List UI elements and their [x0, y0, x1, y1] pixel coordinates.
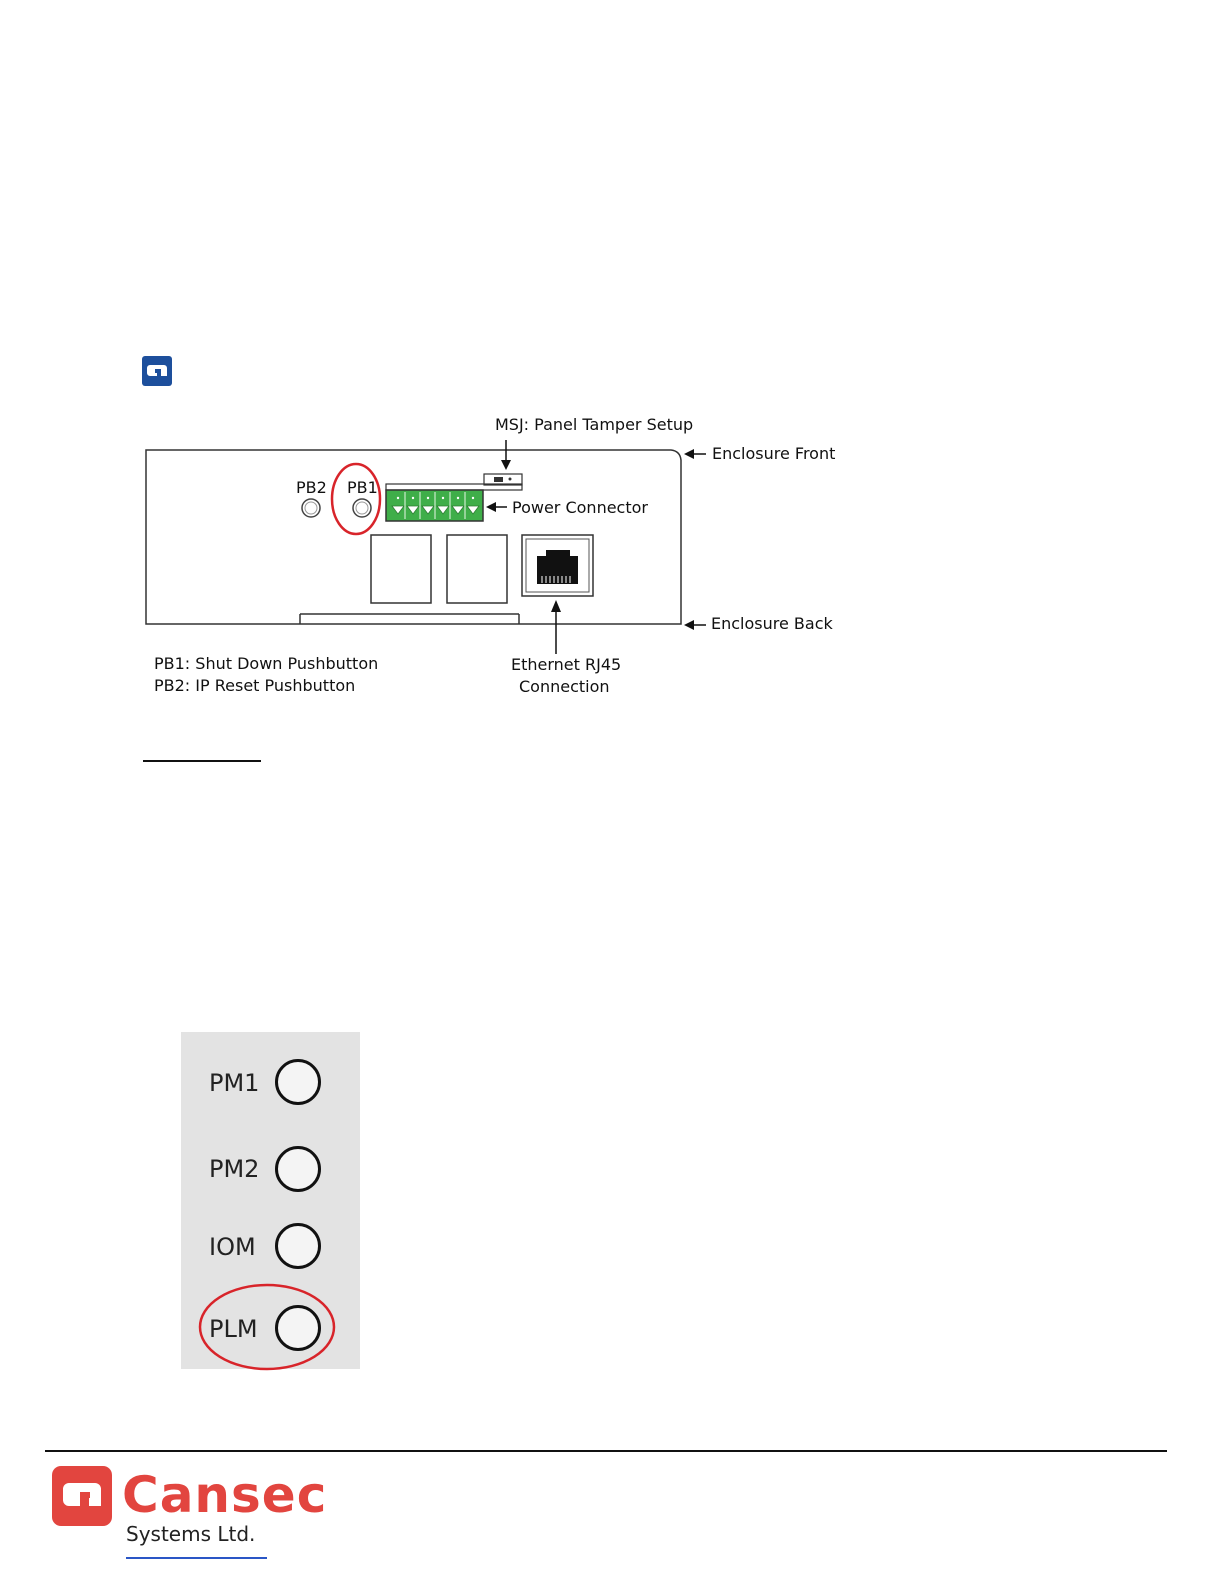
pb1-label: PB1 [347, 478, 378, 497]
brand-subtitle: Systems Ltd. [126, 1522, 256, 1546]
brand-name: Cansec [122, 1466, 328, 1524]
msj-label: MSJ: Panel Tamper Setup [495, 415, 694, 434]
pb1-highlight-circle [332, 464, 380, 534]
enclosure-diagram [0, 0, 1224, 760]
brand-link-underline[interactable] [126, 1557, 267, 1559]
power-connector-label: Power Connector [512, 498, 648, 517]
legend-pb2: PB2: IP Reset Pushbutton [154, 676, 356, 695]
enclosure-front-label: Enclosure Front [712, 444, 836, 463]
cansec-logo-icon [52, 1466, 112, 1526]
led-label-iom: IOM [209, 1233, 256, 1261]
pb2-label: PB2 [296, 478, 327, 497]
port-slot-2 [447, 535, 507, 603]
port-slot-1 [371, 535, 431, 603]
legend-pb1: PB1: Shut Down Pushbutton [154, 654, 379, 673]
led-label-plm: PLM [209, 1315, 258, 1343]
ethernet-label-line1: Ethernet RJ45 [511, 655, 622, 674]
enclosure-back-label: Enclosure Back [711, 614, 833, 633]
plm-highlight-circle [195, 1280, 345, 1375]
led-label-pm2: PM2 [209, 1155, 260, 1183]
led-iom-indicator [275, 1223, 321, 1269]
led-label-pm1: PM1 [209, 1069, 260, 1097]
underline-rule [143, 760, 261, 762]
ethernet-label-line2: Connection [519, 677, 610, 696]
led-pm2-indicator [275, 1146, 321, 1192]
footer-rule [45, 1450, 1167, 1452]
led-pm1-indicator [275, 1059, 321, 1105]
